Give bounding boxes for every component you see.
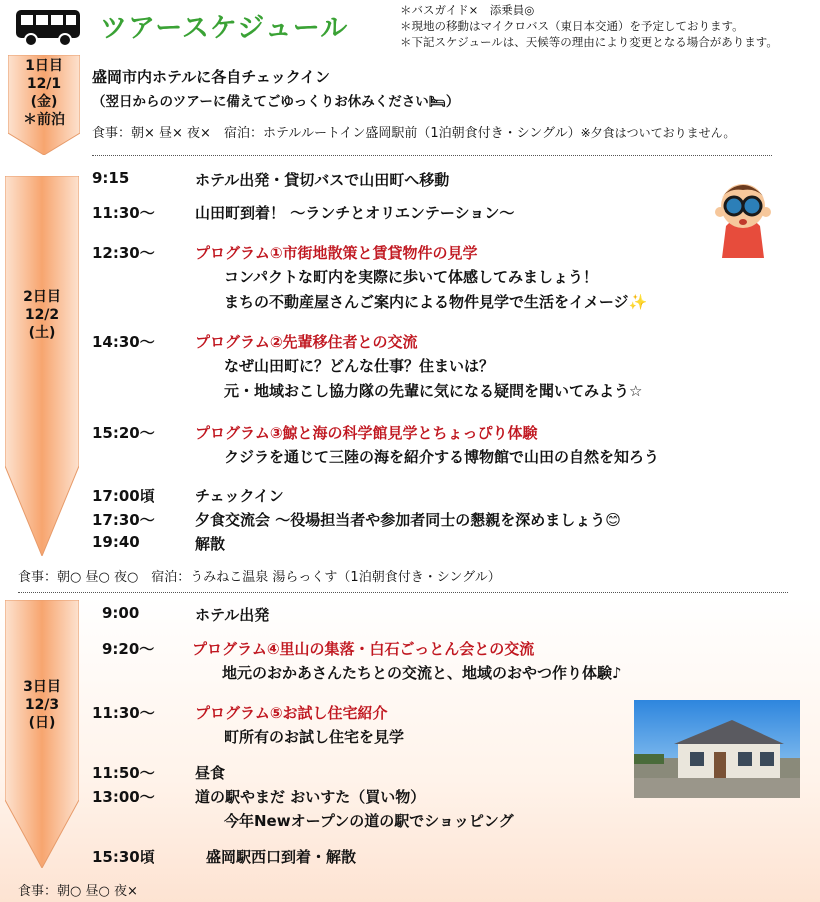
note-transport: ＊現地の移動はマイクロバス（東日本交通）を予定しております。 xyxy=(400,19,744,33)
day3-text-6: 盛岡駅西口到着・解散 xyxy=(206,848,357,866)
program-4-title: プログラム④里山の集落・白石ごっとん会との交流 xyxy=(192,640,535,658)
shopping-desc: 今年Newオープンの道の駅でショッピング xyxy=(224,812,514,830)
day3-label: 3日目 12/3 (日) xyxy=(23,679,61,731)
house-photo xyxy=(634,700,800,798)
divider xyxy=(92,155,772,156)
day3-time-3: 11:30～ xyxy=(92,704,155,722)
note-disclaimer: ＊下記スケジュールは、天候等の理由により変更となる場合があります。 xyxy=(400,35,778,49)
day3-time-5: 13:00～ xyxy=(92,788,155,806)
day2-time-3: 12:30～ xyxy=(92,244,155,262)
day3-text-4: 昼食 xyxy=(195,764,226,782)
day3-time-2: 9:20～ xyxy=(102,640,155,658)
page-title: ツアースケジュール xyxy=(100,13,349,44)
note-guide: ＊バスガイド× 添乗員◎ xyxy=(400,3,535,17)
day1-label: 1日目 12/1 (金) ＊前泊 xyxy=(23,58,65,128)
day2-time-8: 19:40 xyxy=(92,533,140,551)
day3-time-4: 11:50～ xyxy=(92,764,155,782)
day2-time-2: 11:30～ xyxy=(92,204,155,222)
program-1-desc-2: まちの不動産屋さんご案内による物件見学で生活をイメージ✨ xyxy=(224,293,648,311)
day2-text-1: ホテル出発・貸切バスで山田町へ移動 xyxy=(195,171,450,189)
day2-arrow xyxy=(5,176,79,556)
day2-time-6: 17:00頃 xyxy=(92,487,155,505)
program-3-title: プログラム③鯨と海の科学館見学とちょっぴり体験 xyxy=(195,424,538,442)
day3-arrow xyxy=(5,600,79,868)
day3-meal: 食事：朝○ 昼○ 夜× xyxy=(18,884,138,899)
program-1-title: プログラム①市街地散策と賃貸物件の見学 xyxy=(195,244,478,262)
day1-meal: 食事：朝× 昼× 夜× 宿泊：ホテルルートイン盛岡駅前（1泊朝食付き・シングル）※夕食はついておりません。 xyxy=(92,126,736,141)
day3-text-1: ホテル出発 xyxy=(195,606,270,624)
program-2-desc-2: 元・地域おこし協力隊の先輩に気になる疑問を聞いてみよう☆ xyxy=(224,382,643,400)
program-2-title: プログラム②先輩移住者との交流 xyxy=(195,333,418,351)
day3-time-1: 9:00 xyxy=(102,604,140,622)
day2-time-1: 9:15 xyxy=(92,169,130,187)
day2-text-7: 夕食交流会 ～役場担当者や参加者同士の懇親を深めましょう😊 xyxy=(195,511,621,529)
program-2-desc-1: なぜ山田町に？どんな仕事？住まいは？ xyxy=(224,357,495,375)
program-3-desc-1: クジラを通じて三陸の海を紹介する博物館で山田の自然を知ろう xyxy=(224,448,660,466)
day2-text-2: 山田町到着！ ～ランチとオリエンテーション～ xyxy=(195,204,515,222)
day3-text-5: 道の駅やまだ おいすた（買い物） xyxy=(195,788,426,806)
day2-meal: 食事：朝○ 昼○ 夜○ 宿泊：うみねこ温泉 湯らっくす（1泊朝食付き・シングル） xyxy=(18,570,501,585)
program-5-title: プログラム⑤お試し住宅紹介 xyxy=(195,704,388,722)
binoculars-kid-icon xyxy=(712,168,774,258)
day2-label: 2日目 12/2 (土) xyxy=(23,289,61,341)
day2-time-7: 17:30～ xyxy=(92,511,155,529)
day2-time-5: 15:20～ xyxy=(92,424,155,442)
program-4-desc: 地元のおかあさんたちとの交流と、地域のおやつ作り体験♪ xyxy=(222,664,622,682)
day3-time-6: 15:30頃 xyxy=(92,848,155,866)
day2-time-4: 14:30～ xyxy=(92,333,155,351)
bus-icon xyxy=(14,8,84,48)
day2-text-6: チェックイン xyxy=(195,487,284,505)
divider xyxy=(18,592,788,593)
program-1-desc-1: コンパクトな町内を実際に歩いて体感してみましょう！ xyxy=(224,268,598,286)
day1-checkin-sub: （翌日からのツアーに備えてごゆっくりお休みください🛏） xyxy=(92,94,460,110)
program-5-desc: 町所有のお試し住宅を見学 xyxy=(224,728,405,746)
day2-text-8: 解散 xyxy=(195,535,226,553)
day1-checkin: 盛岡市内ホテルに各自チェックイン xyxy=(92,68,331,86)
